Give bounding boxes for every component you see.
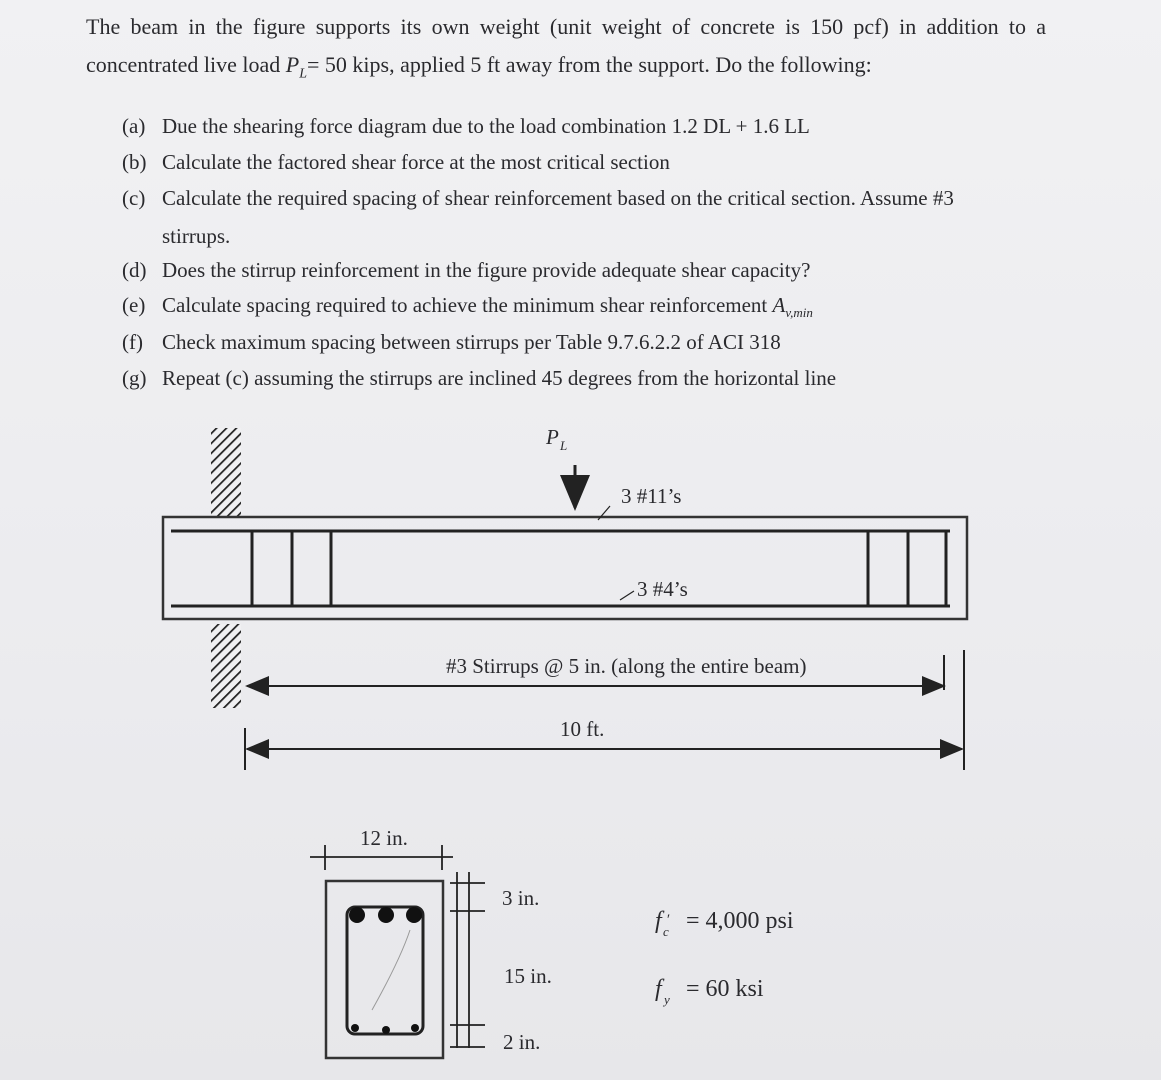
svg-text:= 60 ksi: = 60 ksi bbox=[686, 976, 764, 1002]
cover-top-label: 3 in. bbox=[502, 886, 540, 910]
section-width-label: 12 in. bbox=[360, 826, 408, 850]
question-d: (d) Does the stirrup reinforcement in the figure provide adequate shear capacity? bbox=[122, 258, 811, 282]
stirrups-right bbox=[868, 531, 946, 606]
svg-text:= 4,000 psi: = 4,000 psi bbox=[686, 908, 794, 934]
stirrups-note: #3 Stirrups @ 5 in. (along the entire beam) bbox=[446, 654, 807, 678]
question-f: (f) Check maximum spacing between stirrups per Table 9.7.6.2.2 of ACI 318 bbox=[122, 330, 781, 354]
depth-dimension bbox=[450, 872, 485, 1048]
top-bar-dots bbox=[349, 907, 422, 923]
svg-text:f: f bbox=[655, 976, 662, 1002]
effective-depth-label: 15 in. bbox=[504, 964, 552, 988]
live-load-symbol: $P_L$ bbox=[285, 52, 307, 82]
wall-support-bottom bbox=[211, 624, 241, 708]
span-label: 10 ft. bbox=[560, 717, 605, 741]
top-bars-label: 3 #11’s bbox=[621, 484, 682, 508]
question-a: (a) Due the shearing force diagram due to the load combination 1.2 DL + 1.6 LL bbox=[122, 114, 810, 138]
bottom-bars-label: 3 #4’s bbox=[637, 577, 688, 601]
wall-support-top bbox=[211, 428, 241, 516]
svg-text:c: c bbox=[663, 924, 669, 939]
svg-text:L: L bbox=[560, 438, 568, 453]
stirrups-left bbox=[252, 531, 331, 606]
svg-text:′: ′ bbox=[666, 912, 670, 928]
question-b: (b) Calculate the factored shear force at the most critical section bbox=[122, 150, 670, 174]
question-g: (g) Repeat (c) assuming the stirrups are inclined 45 degrees from the horizontal line bbox=[122, 366, 837, 390]
bottom-bars-leader bbox=[620, 591, 634, 600]
intro-text-1: The beam in the figure supports its own weight (unit weight of concrete is 150 pcf) in addition to a concentrated live load bbox=[86, 14, 1046, 77]
steel-yield-strength bbox=[655, 976, 764, 1007]
svg-text:P: P bbox=[546, 425, 559, 449]
intro-text-2: = 50 kips, applied 5 ft away from the support. Do the following: bbox=[307, 52, 872, 77]
live-load-label bbox=[545, 425, 567, 453]
question-e: (e) Calculate spacing required to achieve the minimum shear reinforcement $A_{v,min}$ bbox=[122, 293, 813, 321]
cross-section-stirrup bbox=[347, 907, 423, 1034]
question-c: (c) Calculate the required spacing of shear reinforcement based on the critical section. Assume #3 stirrups. bbox=[122, 186, 954, 248]
concrete-strength bbox=[655, 908, 794, 939]
cover-bottom-label: 2 in. bbox=[503, 1030, 541, 1054]
av-min-symbol: $A_{v,min}$ bbox=[772, 293, 813, 321]
svg-text:f: f bbox=[655, 908, 662, 934]
svg-text:y: y bbox=[664, 992, 670, 1007]
